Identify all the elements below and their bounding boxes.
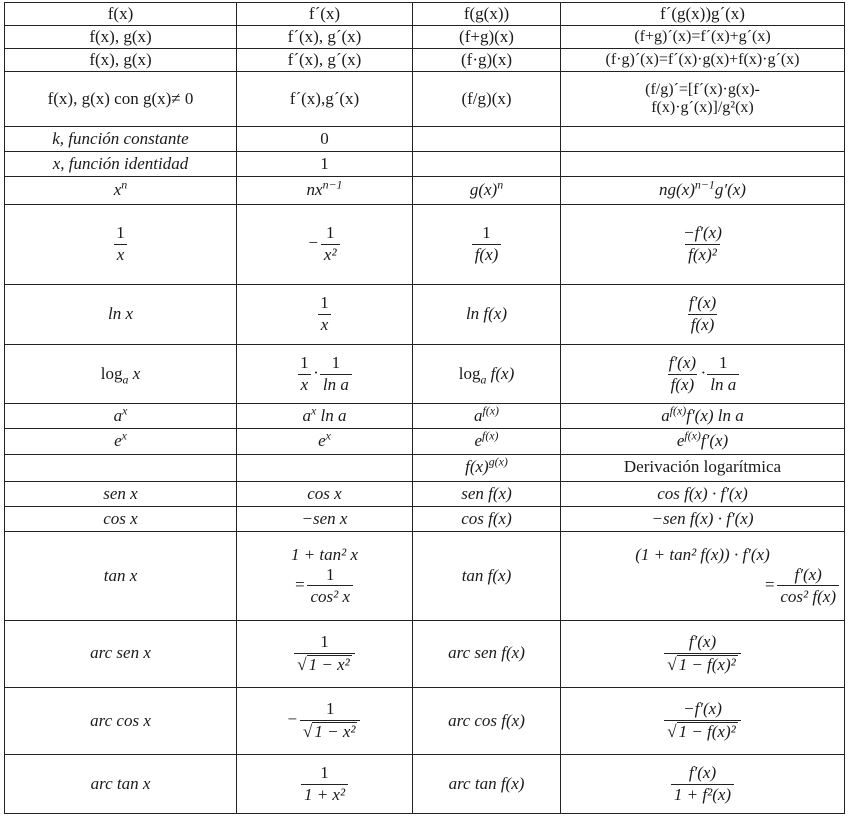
table-row <box>5 687 845 754</box>
cell-chain-rule: $\frac{-f'(x)}{\text{f(x)²}}$ <box>561 204 845 284</box>
cell-derivative: f´(x),g´(x) <box>237 72 413 127</box>
cell-function: tan x <box>5 532 237 620</box>
table-row <box>5 72 845 127</box>
cell-composite: f(g(x)) <box>413 3 561 26</box>
cell-derivative: f´(x), g´(x) <box>237 26 413 49</box>
table-row <box>5 345 845 404</box>
cell-derivative: $e^x$ <box>237 429 413 454</box>
cell-function: $\log_a x$ <box>5 345 237 404</box>
cell-derivative: $nx^{n-1}$ <box>237 177 413 204</box>
cell-function: arc sen x <box>5 620 237 687</box>
table-row <box>5 49 845 72</box>
cell-chain-rule: (f+g)´(x)=f´(x)+g´(x) <box>561 26 845 49</box>
cell-derivative: f´(x), g´(x) <box>237 49 413 72</box>
cell-chain-rule <box>561 152 845 177</box>
cell-chain-rule: Derivación logarítmica <box>561 454 845 481</box>
table-row <box>5 755 845 814</box>
cell-composite: ln f(x) <box>413 284 561 345</box>
cell-composite: $e^{f(x)}$ <box>413 429 561 454</box>
table-row <box>5 26 845 49</box>
cell-chain-rule: $\frac{f'(x)}{f(x)}$ <box>561 284 845 345</box>
cell-derivative: − $\frac{1}{\text{x²}}$ <box>237 204 413 284</box>
cell-function: f(x) <box>5 3 237 26</box>
table-row <box>5 532 845 620</box>
cell-composite: sen f(x) <box>413 481 561 506</box>
quotient-rule-line-1: (f/g)´=[f´(x)·g(x)- <box>645 80 760 98</box>
cell-chain-rule: $\frac{f'(x)}{f(x)}$ · $\frac{1}{\text{ln a}}$ <box>561 345 845 404</box>
cell-function: arc tan x <box>5 755 237 814</box>
cell-derivative: $\frac{1}{x}$ <box>237 284 413 345</box>
cell-function: $x^n$ <box>5 177 237 204</box>
cell-chain-rule: $ng(x)^{n-1}g'(x)$ <box>561 177 845 204</box>
cell-composite: $a^{f(x)}$ <box>413 404 561 429</box>
cell-chain-rule: $e^{f(x)}f'(x)$ <box>561 429 845 454</box>
cell-derivative: −sen x <box>237 507 413 532</box>
cell-chain-rule: $\frac{f'(x)}{\text{√ 1 − f(x)²}}$ <box>561 620 845 687</box>
table-row <box>5 620 845 687</box>
cell-composite: (f·g)(x) <box>413 49 561 72</box>
table-row <box>5 454 845 481</box>
cell-chain-rule <box>561 72 845 127</box>
cell-function <box>5 454 237 481</box>
cell-chain-rule: cos f(x) · f′(x) <box>561 481 845 506</box>
cell-function: x, función identidad <box>5 152 237 177</box>
table-row <box>5 152 845 177</box>
derivatives-table <box>4 2 845 814</box>
table-row <box>5 507 845 532</box>
cell-composite: $\log_a f(x)$ <box>413 345 561 404</box>
cell-derivative: 1 + tan² x = $\frac{1}{\text{cos² x}}$ <box>237 532 413 620</box>
cell-function: arc cos x <box>5 687 237 754</box>
cell-chain-rule: (f·g)´(x)=f´(x)·g(x)+f(x)·g´(x) <box>561 49 845 72</box>
table-row <box>5 284 845 345</box>
cell-chain-rule: $\frac{-f'(x)}{\text{√ 1 − f(x)²}}$ <box>561 687 845 754</box>
cell-composite: cos f(x) <box>413 507 561 532</box>
cell-composite: tan f(x) <box>413 532 561 620</box>
quotient-rule-line-2: f(x)·g´(x)]/g²(x) <box>651 99 754 117</box>
cell-chain-rule: $\frac{f'(x)}{\text{1 + f²(x)}}$ <box>561 755 845 814</box>
cell-chain-rule <box>561 126 845 151</box>
table-row <box>5 177 845 204</box>
cell-derivative: $\frac{1}{x}$ · $\frac{1}{\text{ln a}}$ <box>237 345 413 404</box>
cell-derivative: 0 <box>237 126 413 151</box>
cell-derivative: f´(x) <box>237 3 413 26</box>
cell-function: f(x), g(x) <box>5 26 237 49</box>
cell-function: k, función constante <box>5 126 237 151</box>
cell-function: f(x), g(x) <box>5 49 237 72</box>
table-row <box>5 3 845 26</box>
cell-composite: $\frac{1}{f(x)}$ <box>413 204 561 284</box>
cell-composite: (f+g)(x) <box>413 26 561 49</box>
cell-composite: $f(x)^{g(x)}$ <box>413 454 561 481</box>
derivatives-table-page <box>4 2 844 814</box>
cell-chain-rule: (1 + tan² f(x)) · f′(x) = $\frac{f'(x)}{\text{cos² f(x)}}$ <box>561 532 845 620</box>
cell-derivative: $a^x$ ln a <box>237 404 413 429</box>
cell-chain-rule: $a^{f(x)}f'(x)$ ln a <box>561 404 845 429</box>
cell-function: $e^x$ <box>5 429 237 454</box>
table-row <box>5 404 845 429</box>
cell-derivative: 1 <box>237 152 413 177</box>
table-row <box>5 481 845 506</box>
cell-composite <box>413 152 561 177</box>
cell-chain-rule: f´(g(x))g´(x) <box>561 3 845 26</box>
cell-function: ln x <box>5 284 237 345</box>
cell-derivative: − $\frac{1}{\text{√ 1 − x²}}$ <box>237 687 413 754</box>
cell-derivative: $\frac{1}{\text{1 + x²}}$ <box>237 755 413 814</box>
cell-composite: $g(x)^n$ <box>413 177 561 204</box>
cell-function: f(x), g(x) con g(x)≠ 0 <box>5 72 237 127</box>
cell-composite <box>413 126 561 151</box>
cell-function: $\frac{1}{x}$ <box>5 204 237 284</box>
table-row <box>5 126 845 151</box>
cell-function: cos x <box>5 507 237 532</box>
cell-function: $a^x$ <box>5 404 237 429</box>
cell-composite: (f/g)(x) <box>413 72 561 127</box>
cell-composite: arc cos f(x) <box>413 687 561 754</box>
cell-derivative: cos x <box>237 481 413 506</box>
cell-composite: arc tan f(x) <box>413 755 561 814</box>
cell-derivative: $\frac{1}{\text{√ 1 − x²}}$ <box>237 620 413 687</box>
cell-composite: arc sen f(x) <box>413 620 561 687</box>
table-row <box>5 429 845 454</box>
cell-derivative <box>237 454 413 481</box>
cell-chain-rule: −sen f(x) · f′(x) <box>561 507 845 532</box>
table-row <box>5 204 845 284</box>
cell-function: sen x <box>5 481 237 506</box>
